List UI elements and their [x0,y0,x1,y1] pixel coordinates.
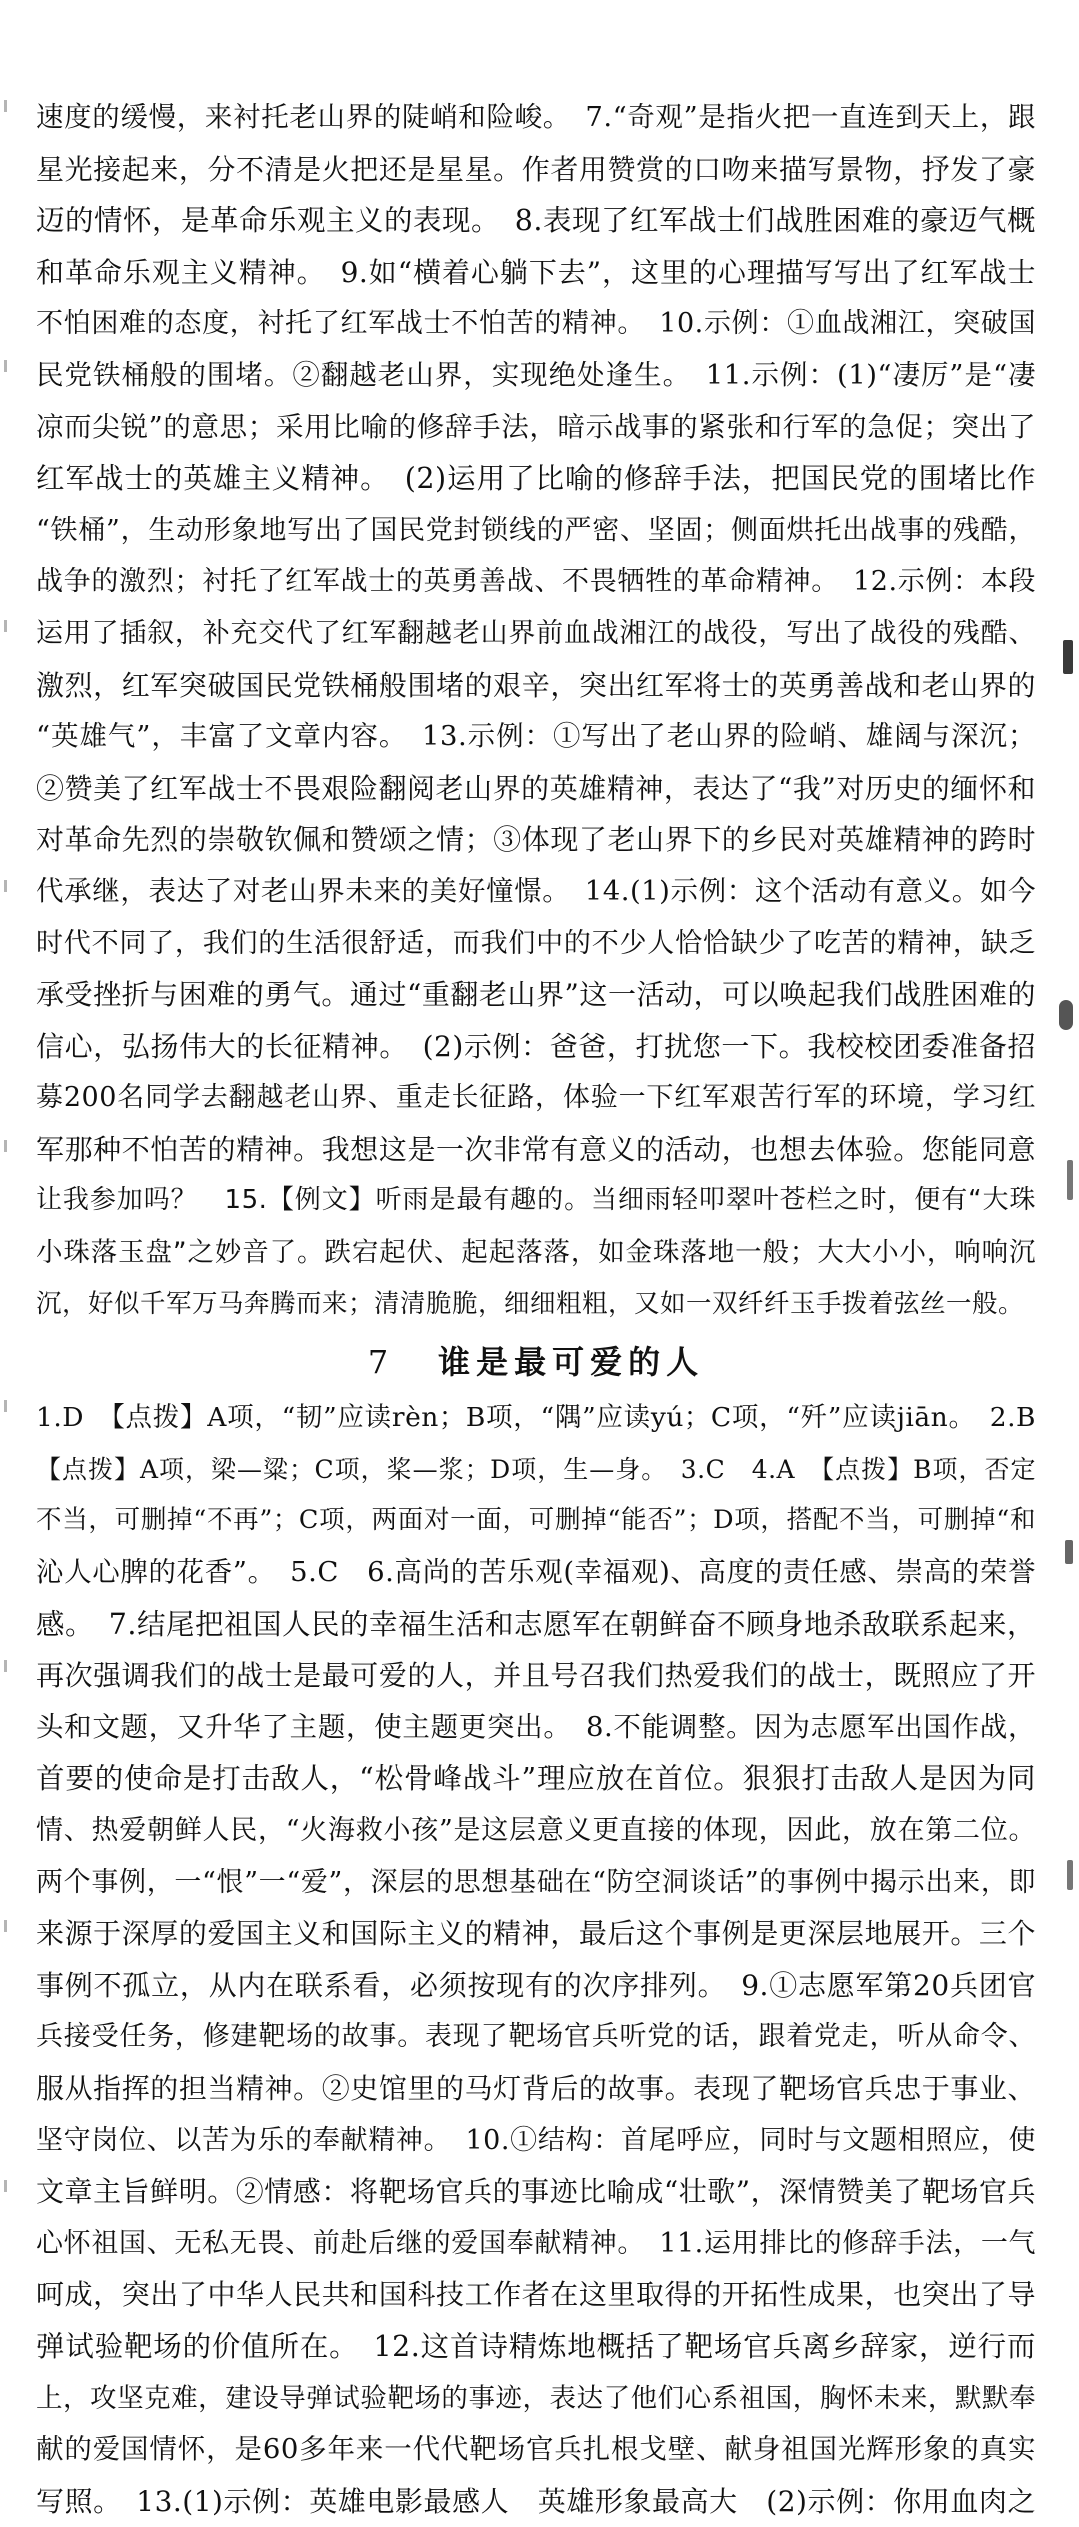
text-line: 对革命先烈的崇敬钦佩和赞颂之情；③体现了老山界下的乡民对英雄精神的跨时 [36,823,1036,857]
text-line: 首要的使命是打击敌人，“松骨峰战斗”理应放在首位。狠狠打击敌人是因为同 [36,1762,1036,1796]
text-line: 献的爱国情怀，是60多年来一代代靶场官兵扎根戈壁、献身祖国光辉形象的真实 [36,2433,1036,2466]
text-line: 写照。 13.(1)示例：英雄电影最感人 英雄形象最高大 (2)示例：你用血肉之 [36,2484,1036,2518]
text-line: 两个事例，一“恨”一“爱”，深层的思想基础在“防空洞谈话”的事例中揭示出来，即 [36,1866,1036,1898]
text-line: 【点拨】A项，梁—粱；C项，桨—浆；D项，生—身。 3.C 4.A 【点拨】B项，否定 [36,1454,1036,1484]
text-line: 迈的情怀，是革命乐观主义的表现。 8.表现了红军战士们战胜困难的豪迈气概 [36,204,1036,238]
text-line: 感。 7.结尾把祖国人民的幸福生活和志愿军在朝鲜奋不顾身地杀敌联系起来， [36,1607,1036,1641]
text-line: 头和文题，又升华了主题，使主题更突出。 8.不能调整。因为志愿军出国作战， [36,1710,1036,1743]
right-edge-marks [1055,640,1073,2140]
text-line: 募200名同学去翻越老山界、重走长征路，体验一下红军艰苦行军的环境，学习红 [36,1082,1036,1114]
text-line: 代承继，表达了对老山界未来的美好憧憬。 14.(1)示例：这个活动有意义。如今 [36,874,1036,907]
answer-block-lesson-7 [36,1392,1036,2527]
text-line: 速度的缓慢，来衬托老山界的陡峭和险峻。 7.“奇观”是指火把一直连到天上，跟 [36,101,1036,133]
text-line: 1.D 【点拨】A项，“韧”应读rèn；B项，“隅”应读yú；C项，“歼”应读jiān。 2.B [36,1402,1036,1434]
text-line: 和革命乐观主义精神。 9.如“横着心躺下去”，这里的心理描写写出了红军战士 [36,255,1036,289]
text-line: 凉而尖锐”的意思；采用比喻的修辞手法，暗示战事的紧张和行军的急促；突出了 [36,410,1036,443]
text-line: 来源于深厚的爱国主义和国际主义的精神，最后这个事例是更深层地展开。三个 [36,1917,1036,1951]
text-line: 心怀祖国、无私无畏、前赴后继的爱国奉献精神。 11.运用排比的修辞手法，一气 [36,2227,1036,2259]
text-line: 不怕困难的态度，衬托了红军战士不怕苦的精神。 10.示例：①血战湘江，突破国 [36,308,1036,340]
text-line: 事例不孤立，从内在联系看，必须按现有的次序排列。 9.①志愿军第20兵团官 [36,1968,1036,2002]
text-line: 呵成，突出了中华人民共和国科技工作者在这里取得的开拓性成果，也突出了导 [36,2278,1036,2312]
text-line: 红军战士的英雄主义精神。 (2)运用了比喻的修辞手法，把国民党的围堵比作 [36,462,1036,496]
text-line: 承受挫折与困难的勇气。通过“重翻老山界”这一活动，可以唤起我们战胜困难的 [36,978,1036,1012]
left-binding-marks [4,100,12,2400]
section-heading [36,1334,1036,1390]
text-line: 时代不同了，我们的生活很舒适，而我们中的不少人恰恰缺少了吃苦的精神，缺乏 [36,927,1036,959]
text-line: 再次强调我们的战士是最可爱的人，并且号召我们热爱我们的战士，既照应了开 [36,1659,1036,1693]
text-line: 星光接起来，分不清是火把还是星星。作者用赞赏的口吻来描写景物，抒发了豪 [36,152,1036,186]
text-line: 服从指挥的担当精神。②史馆里的马灯背后的故事。表现了靶场官兵忠于事业、 [36,2071,1036,2105]
text-line: ②赞美了红军战士不畏艰险翻阅老山界的英雄精神，表达了“我”对历史的缅怀和 [36,771,1036,805]
text-line: “铁桶”，生动形象地写出了国民党封锁线的严密、坚固；侧面烘托出战事的残酷， [36,514,1036,546]
text-line: 沁人心脾的花香”。 5.C 6.高尚的苦乐观(幸福观)、高度的责任感、崇高的荣誉 [36,1556,1036,1589]
answer-block-previous-lesson [36,92,1036,1330]
text-line: 激烈，红军突破国民党铁桶般围堵的艰辛，突出红军将士的英勇善战和老山界的 [36,668,1036,702]
section-title-text: 谁是最可爱的人 [438,1343,705,1382]
example-essay-line: 沉，好似千军万马奔腾而来；清清脆脆，细细粗粗，又如一双纤纤玉手拨着弦丝一般。 [36,1288,1025,1319]
text-line: 文章主旨鲜明。②情感：将靶场官兵的事迹比喻成“壮歌”，深情赞美了靶场官兵 [36,2175,1036,2209]
text-line: 弹试验靶场的价值所在。 12.这首诗精炼地概括了靶场官兵离乡辞家，逆行而 [36,2329,1036,2363]
text-line: 军那种不怕苦的精神。我想这是一次非常有意义的活动，也想去体验。您能同意 [36,1132,1036,1166]
text-line: 战争的激烈；衬托了红军战士的英勇善战、不畏牺牲的革命精神。 12.示例：本段 [36,566,1036,598]
page-content [36,92,1036,2527]
section-number: 7 [367,1343,395,1382]
text-line: 运用了插叙，补充交代了红军翻越老山界前血战湘江的战役，写出了战役的残酷、 [36,617,1036,649]
text-line: 不当，可删掉“不再”；C项，两面对一面，可删掉“能否”；D项，搭配不当，可删掉“和 [36,1505,1036,1536]
text-line: 情、热爱朝鲜人民，“火海救小孩”是这层意义更直接的体现，因此，放在第二位。 [36,1815,1036,1846]
text-line: 民党铁桶般的围堵。②翻越老山界，实现绝处逢生。 11.示例：(1)“凄厉”是“凄 [36,358,1036,391]
text-line: “英雄气”，丰富了文章内容。 13.示例：①写出了老山界的险峭、雄阔与深沉； [36,720,1036,753]
example-essay-line: 让我参加吗？ 15.【例文】听雨是最有趣的。当细雨轻叩翠叶苍栏之时，便有“大珠 [36,1185,1036,1216]
text-line: 坚守岗位、以苦为乐的奉献精神。 10.①结构：首尾呼应，同时与文题相照应，使 [36,2124,1036,2156]
text-line: 上，攻坚克难，建设导弹试验靶场的事迹，表达了他们心系祖国，胸怀未来，默默奉 [36,2382,1036,2414]
text-line: 信心，弘扬伟大的长征精神。 (2)示例：爸爸，打扰您一下。我校校团委准备招 [36,1029,1036,1063]
example-essay-line: 小珠落玉盘”之妙音了。跌宕起伏、起起落落，如金珠落地一般；大大小小，响响沉 [36,1237,1036,1269]
text-line: 兵接受任务，修建靶场的故事。表现了靶场官兵听党的话，跟着党走，听从命令、 [36,2021,1036,2053]
